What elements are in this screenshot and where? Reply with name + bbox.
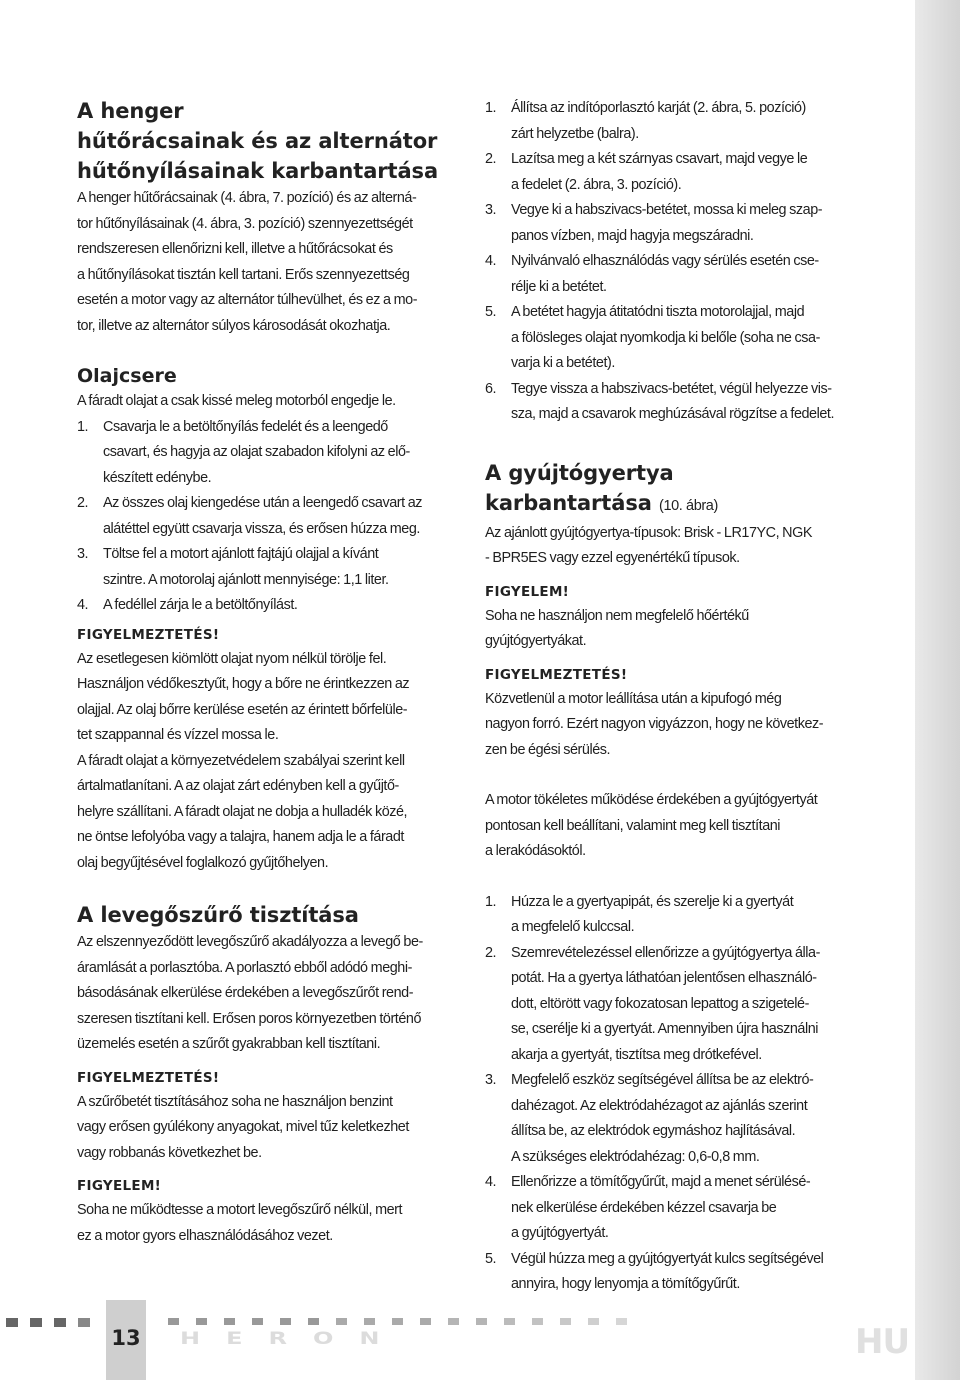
- cooling-heading-line2: hűtőrácsainak és az alternátor: [77, 129, 438, 153]
- list-item: 4. A fedéllel zárja le a betöltőnyílást.: [77, 597, 298, 613]
- footer-decoration-square: [532, 1318, 543, 1325]
- spark-warning-title: FIGYELMEZTETÉS!: [485, 666, 628, 683]
- footer-decoration-square: [252, 1318, 263, 1325]
- footer-decoration-square: [6, 1318, 18, 1327]
- footer-decoration-square: [30, 1318, 42, 1327]
- list-item: 3. Töltse fel a motort ajánlott fajtájú olajjal a kívánt szintre. A motorolaj ajánlott mennyisége: 1,1 liter.: [77, 546, 389, 588]
- list-item: 4. Ellenőrizze a tömítőgyűrűt, majd a menet sérülésé- nek elkerülése érdekében kézzel csavarja be a gyújtógyertyát.: [485, 1174, 811, 1241]
- spark-figure-ref: (10. ábra): [659, 497, 718, 514]
- air-filter-paragraph: Az elszennyeződött levegőszűrő akadályozza a levegő be- áramlását a porlasztóba. A porlasztó ebből adódó meghi- básodásának elkerülése érdekében a levegőszűrőt rend- szeresen tisztítani kell. Erősen poros környezetben történő üzemelés esetén a szűrőt gyakrabban kell tisztítani.: [77, 934, 423, 1052]
- list-item: 6. Tegye vissza a habszivacs-betétet, végül helyezze vis- sza, majd a csavarok meghúzásával rögzítse a fedelet.: [485, 380, 835, 422]
- footer-decoration-square: [588, 1318, 599, 1325]
- footer-decoration-square: [364, 1318, 375, 1325]
- footer-decoration-square: [476, 1318, 487, 1325]
- list-item: 5. A betétet hagyja átitatódni tiszta motorolajjal, majd a fölösleges olajat nyomkodja ki belőle (soha ne csa- varja ki a betétet).: [485, 304, 820, 371]
- footer-decoration-square: [392, 1318, 403, 1325]
- cooling-heading-line1: A henger: [77, 99, 184, 123]
- oil-warning-text: Az esetlegesen kiömlött olajat nyom nélkül törölje fel. Használjon védőkesztyűt, hogy a bőre ne érintkezzen az olajjal. Az olaj bőrre kerülése esetén az érintett bőrfelüle- tet szappannal és vízzel mossa le. A fáradt olajat a környezetvédelem szabályai szerint kell ártalmatlanítani. A az olajat zárt edényben kell a gyűjtő- helyre szállítani. A fáradt olajat ne dobja a hulladék közé, ne öntse lefolyóba vagy a talajra, hanem adja le a fáradt olaj begyűjtésével foglalkozó gyűjtőhelyen.: [77, 650, 410, 871]
- air-filter-heading: A levegőszűrő tisztítása: [77, 903, 359, 927]
- oil-change-heading: Olajcsere: [77, 365, 177, 387]
- page-number: 13: [111, 1326, 141, 1350]
- spark-warning-text: Közvetlenül a motor leállítása után a kipufogó még nagyon forró. Ezért nagyon vigyázzon, hogy ne következ- zen be égési sérülés.: [485, 690, 824, 758]
- footer-decoration-square: [224, 1318, 235, 1325]
- list-item: 1. Csavarja le a betöltőnyílás fedelét és a leengedő csavart, és hagyja az olajat szabadon kifolyni az elő- készített edénybe.: [77, 418, 410, 486]
- side-color-band: [915, 0, 960, 1380]
- filter-steps-list: [485, 96, 860, 428]
- cooling-heading-line3: hűtőnyílásainak karbantartása: [77, 159, 439, 183]
- air-note-title: FIGYELEM!: [77, 1178, 162, 1194]
- air-warning-title: FIGYELMEZTETÉS!: [77, 1069, 220, 1086]
- oil-steps-list: [77, 415, 449, 619]
- spark-note-text: Soha ne használjon nem megfelelő hőértékű gyújtógyertyákat.: [485, 607, 749, 649]
- oil-warning-title: FIGYELMEZTETÉS!: [77, 626, 220, 643]
- footer-decoration-square: [168, 1318, 179, 1325]
- list-item: 2. Az összes olaj kiengedése után a leengedő csavart az alátéttel együtt csavarja vissza, és erősen húzza meg.: [77, 495, 422, 537]
- list-item: 3. Vegye ki a habszivacs-betétet, mossa ki meleg szap- panos vízben, majd hagyja megszáradni.: [485, 202, 823, 244]
- air-warning-text: A szűrőbetét tisztításához soha ne használjon benzint vagy erősen gyúlékony anyagokat, mivel tűz keletkezhet vagy robbanás következhet be.: [77, 1093, 409, 1161]
- footer-decoration-square: [616, 1318, 627, 1325]
- footer-decoration-square: [78, 1318, 90, 1327]
- right-column: [485, 96, 860, 1298]
- list-item: 1. Állítsa az indítóporlasztó karját (2. ábra, 5. pozíció) zárt helyzetbe (balra).: [485, 100, 806, 142]
- list-item: 2. Szemrevételezéssel ellenőrizze a gyújtógyertya álla- potát. Ha a gyertya láthatóan jelentősen elhasználó- dott, eltörött vagy fokozatosan lepattog a szigetelé- se, cserélje ki a gyertyát. Amennyiben újra használni akarja a gyertyát, tisztítsa meg drótkefével.: [485, 944, 820, 1063]
- list-item: 2. Lazítsa meg a két szárnyas csavart, majd vegye le a fedelet (2. ábra, 3. pozíció).: [485, 151, 808, 193]
- footer-decoration-square: [504, 1318, 515, 1325]
- footer-decoration-square: [196, 1318, 207, 1325]
- list-item: 3. Megfelelő eszköz segítségével állítsa be az elektró- dahézagot. Az elektródahézagot az ajánlás szerint állítsa be, az elektródok egymáshoz hajlításával. A szükséges elektródahézag: 0,6-0,8 mm.: [485, 1072, 814, 1165]
- brand-logo: HERON: [180, 1328, 406, 1349]
- spark-performance-text: A motor tökéletes működése érdekében a gyújtógyertyát pontosan kell beállítani, valamint meg kell tisztítani a lerakódásoktól.: [485, 792, 818, 859]
- language-code: HU: [855, 1322, 910, 1362]
- spark-plug-heading: A gyújtógyertya karbantartása (10. ábra): [485, 460, 718, 515]
- footer-decoration-square: [560, 1318, 571, 1325]
- footer-decoration-square: [280, 1318, 291, 1325]
- spark-intro: Az ajánlott gyújtógyertya-típusok: Brisk - LR17YC, NGK - BPR5ES vagy ezzel egyenértékű típusok.: [485, 524, 813, 566]
- oil-intro: A fáradt olajat a csak kissé meleg motorból engedje le.: [77, 393, 396, 409]
- list-item: 5. Végül húzza meg a gyújtógyertyát kulcs segítségével annyira, hogy lenyomja a tömítőgyűrűt.: [485, 1250, 824, 1292]
- spark-steps-list: [485, 890, 860, 1298]
- list-item: 1. Húzza le a gyertyapipát, és szerelje ki a gyertyát a megfelelő kulccsal.: [485, 893, 794, 935]
- footer-decoration-square: [308, 1318, 319, 1325]
- air-note-text: Soha ne működtesse a motort levegőszűrő nélkül, mert ez a motor gyors elhasználódásához vezet.: [77, 1202, 403, 1244]
- footer-decoration-square: [336, 1318, 347, 1325]
- left-column: [77, 96, 449, 1249]
- cooling-paragraph: A henger hűtőrácsainak (4. ábra, 7. pozíció) és az alterná- tor hűtőnyílásainak (4. ábra, 3. pozíció) szennyezettségét rendszeresen ellenőrizni kell, illetve a hűtőrácsokat és a hűtőnyílásokat tisztán kell tartani. Erős szennyezettség esetén a motor vagy az alternátor túlhevülhet, és ez a mo- tor, illetve az alternátor súlyos károsodását okozhatja.: [77, 190, 418, 334]
- cooling-heading: [77, 96, 449, 186]
- spark-note-title: FIGYELEM!: [485, 583, 570, 600]
- footer-decoration-square: [420, 1318, 431, 1325]
- list-item: 4. Nyilvánvaló elhasználódás vagy sérülés esetén cse- rélje ki a betétet.: [485, 253, 819, 295]
- footer-decoration-square: [448, 1318, 459, 1325]
- footer-decoration-square: [54, 1318, 66, 1327]
